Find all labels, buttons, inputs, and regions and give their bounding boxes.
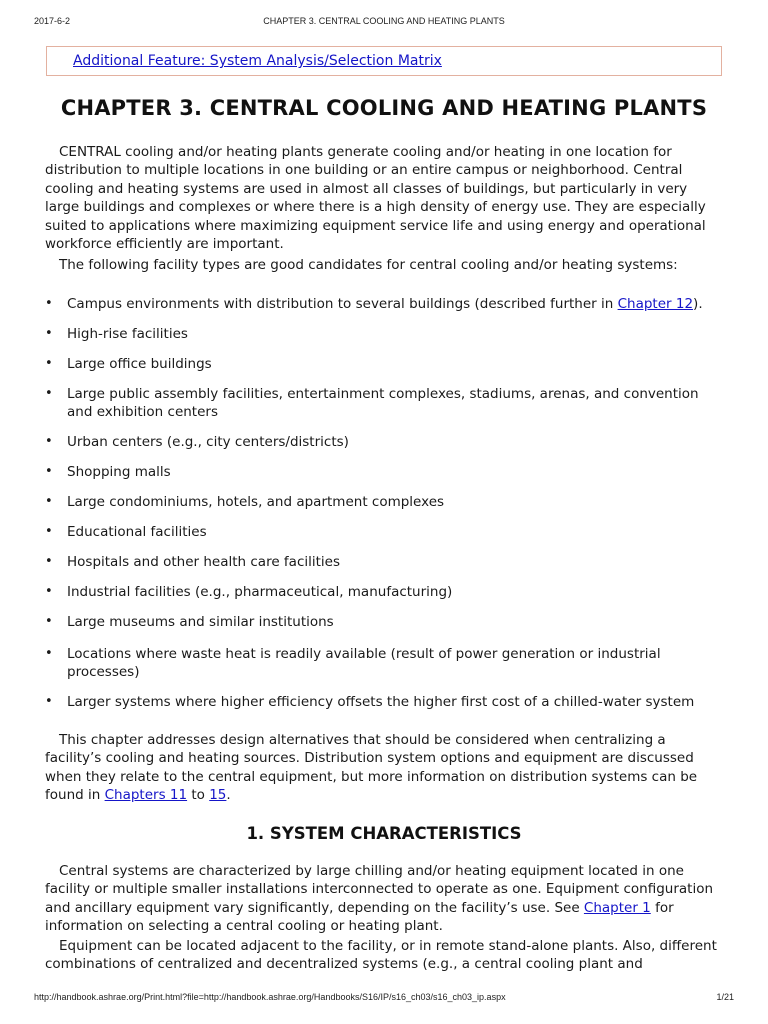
print-title: CHAPTER 3. CENTRAL COOLING AND HEATING PLANTS bbox=[263, 16, 505, 26]
equipment-location-paragraph bbox=[45, 937, 725, 974]
equipment-location-text: Equipment can be located adjacent to the facility, or in remote stand-alone plants. Also, different combinations of centralized and decentralized systems (e.g., a central cooling plant and bbox=[45, 938, 717, 973]
list-item: • Large museums and similar institutions bbox=[67, 613, 727, 631]
additional-feature-box bbox=[46, 46, 722, 76]
chapter-scope-text: This chapter addresses design alternatives that should be considered when centralizing a facility’s cooling and heating sources. Distribution system options and equipment are discussed when they relate to the central equipment, but more information on distribution systems can be found in bbox=[45, 732, 698, 804]
list-item-text: Campus environments with distribution to several buildings (described further in bbox=[67, 296, 618, 312]
chapter-title: CHAPTER 3. CENTRAL COOLING AND HEATING PLANTS bbox=[60, 96, 708, 120]
section-title: 1. SYSTEM CHARACTERISTICS bbox=[246, 824, 522, 843]
candidates-intro bbox=[45, 256, 725, 274]
list-item: • Locations where waste heat is readily available (result of power generation or industrial processes) bbox=[67, 645, 727, 682]
chapter-15-link[interactable]: 15 bbox=[209, 787, 227, 804]
list-item-text-end: ). bbox=[693, 296, 703, 312]
candidates-intro-text: The following facility types are good candidates for central cooling and/or heating systems: bbox=[59, 257, 678, 273]
print-url: http://handbook.ashrae.org/Print.html?file=http://handbook.ashrae.org/Handbooks/S16/IP/s16_ch03/s16_ch03_ip.aspx bbox=[34, 992, 506, 1002]
list-item: • Urban centers (e.g., city centers/districts) bbox=[67, 433, 727, 451]
system-characteristics-text-end: for information on selecting a central cooling or heating plant. bbox=[45, 899, 674, 935]
list-item: • Industrial facilities (e.g., pharmaceutical, manufacturing) bbox=[67, 583, 727, 601]
chapter-1-link[interactable]: Chapter 1 bbox=[583, 899, 651, 916]
system-characteristics-text: Central systems are characterized by large chilling and/or heating equipment located in one facility or multiple smaller installations interconnected to operate as one. Equipment configuration and ancillary equipment vary significantly, depending on the facility’s use. See bbox=[45, 863, 714, 916]
list-item: • Shopping malls bbox=[67, 463, 727, 481]
list-item: • Hospitals and other health care facilities bbox=[67, 553, 727, 571]
list-item bbox=[67, 295, 727, 313]
print-header bbox=[0, 16, 768, 30]
list-item: • Educational facilities bbox=[67, 523, 727, 541]
chapter-12-link[interactable]: Chapter 12 bbox=[617, 296, 694, 312]
system-characteristics-paragraph bbox=[45, 862, 725, 936]
system-analysis-link[interactable]: Additional Feature: System Analysis/Selection Matrix bbox=[73, 53, 442, 69]
list-item: • High-rise facilities bbox=[67, 325, 727, 343]
list-item: • Larger systems where higher efficiency offsets the higher first cost of a chilled-water system bbox=[67, 693, 727, 711]
intro-paragraph bbox=[45, 143, 725, 253]
chapter-scope-between: to bbox=[187, 787, 210, 804]
list-item: • Large public assembly facilities, entertainment complexes, stadiums, arenas, and convention and exhibition centers bbox=[67, 385, 727, 422]
list-item: • Large condominiums, hotels, and apartment complexes bbox=[67, 493, 727, 511]
print-date: 2017-6-2 bbox=[34, 16, 71, 26]
print-footer bbox=[0, 992, 768, 1006]
list-item: • Large office buildings bbox=[67, 355, 727, 373]
chapters-11-link[interactable]: Chapters 11 bbox=[104, 787, 188, 804]
chapter-scope-paragraph bbox=[45, 731, 725, 805]
chapter-scope-end: . bbox=[226, 787, 231, 804]
intro-text: CENTRAL cooling and/or heating plants generate cooling and/or heating in one location for distribution to multiple locations in one building or an entire campus or neighborhood. Central cooling and heating systems are used in almost all classes of buildings, but particularly in very large buildings and complexes or where there is a high density of energy use. They are especially suited to applications where maximizing equipment service life and using energy and operational workforce efficiently are important. bbox=[45, 144, 706, 253]
page-number: 1/21 bbox=[716, 992, 734, 1002]
